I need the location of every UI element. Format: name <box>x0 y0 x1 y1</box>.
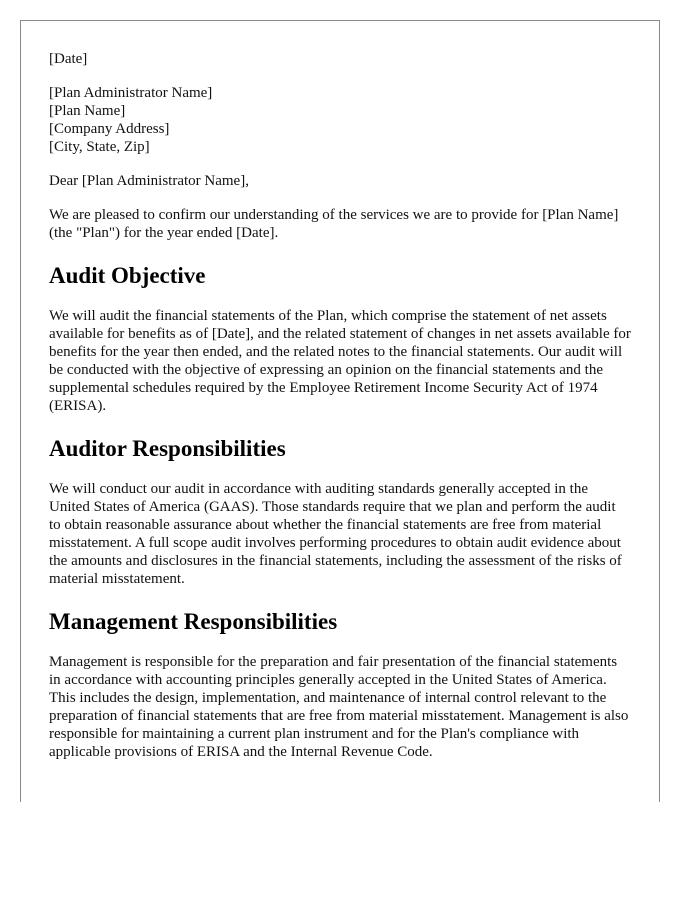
engagement-letter <box>20 20 660 802</box>
section-heading-auditor-responsibilities: Auditor Responsibilities <box>49 436 286 461</box>
recipient-city: [City, State, Zip] <box>49 139 150 155</box>
section-body-management-responsibilities: Management is responsible for the preparation and fair presentation of the financial statements in accordance with accounting principles generally accepted in the United States of America. This includes the design, implementation, and maintenance of internal control relevant to the preparation of financial statements that are free from material misstatement. Management is also responsible for maintaining a current plan instrument and for the Plan's compliance with applicable provisions of ERISA and the Internal Revenue Code. <box>49 654 629 760</box>
recipient-address: [Company Address] <box>49 121 170 137</box>
letter-date: [Date] <box>49 51 88 67</box>
intro-paragraph: We are pleased to confirm our understanding of the services we are to provide for [Plan Name] (the "Plan") for the year ended [Date]. <box>49 207 619 241</box>
recipient-name: [Plan Administrator Name] <box>49 85 213 101</box>
section-heading-audit-objective: Audit Objective <box>49 263 206 288</box>
recipient-plan: [Plan Name] <box>49 103 126 119</box>
salutation: Dear [Plan Administrator Name], <box>49 173 249 189</box>
section-body-audit-objective: We will audit the financial statements of the Plan, which comprise the statement of net assets available for benefits as of [Date], and the related statement of changes in net assets available for benefits for the year then ended, and the related notes to the financial statements. Our audit will be conducted with the objective of expressing an opinion on the financial statements and the supplemental schedules required by the Employee Retirement Income Security Act of 1974 (ERISA). <box>49 308 631 414</box>
section-body-auditor-responsibilities: We will conduct our audit in accordance with auditing standards generally accepted in the United States of America (GAAS). Those standards require that we plan and perform the audit to obtain reasonable assurance about whether the financial statements are free from material misstatement. A full scope audit involves performing procedures to obtain audit evidence about the amounts and disclosures in the financial statements, including the assessment of the risks of material misstatement. <box>49 481 622 587</box>
recipient-block <box>49 84 631 156</box>
section-heading-management-responsibilities: Management Responsibilities <box>49 609 338 634</box>
